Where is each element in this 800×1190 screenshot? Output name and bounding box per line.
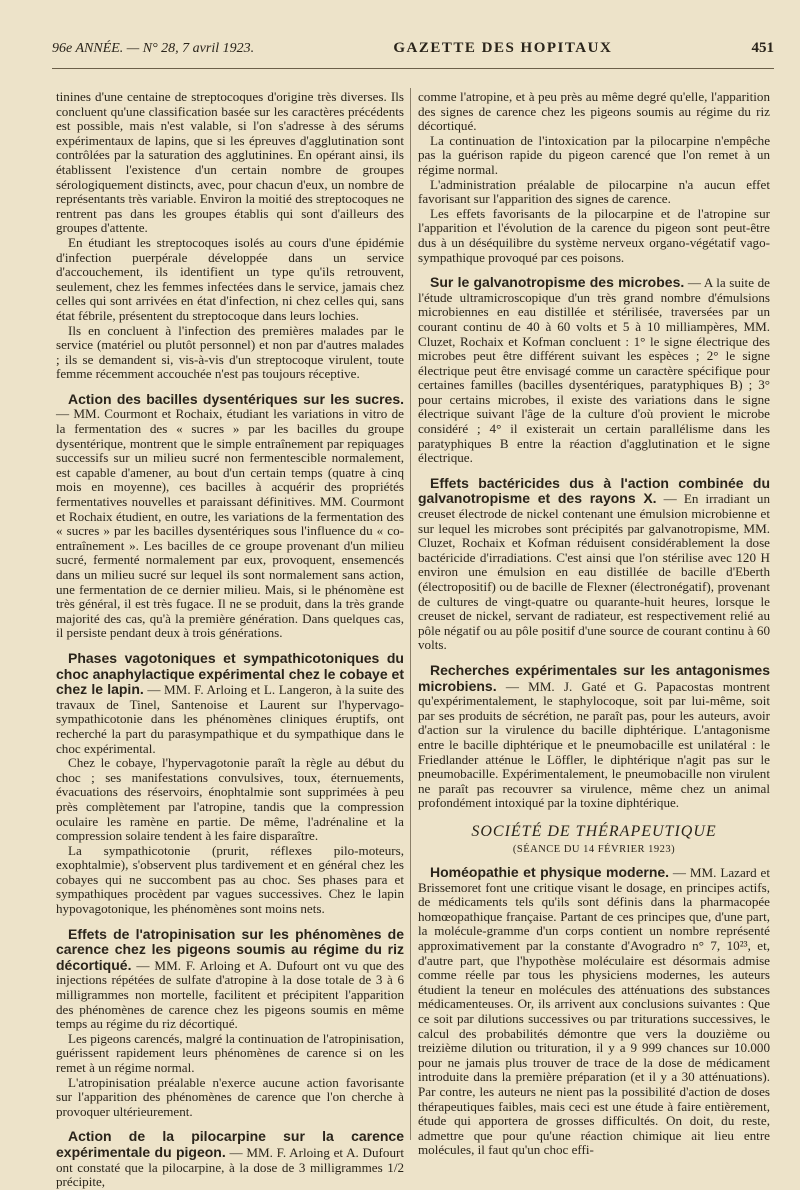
article-body: — MM. Lazard et Brissemoret font une critique visant le dosage, en principes actifs, de médicaments tels qu'ils sont définis dans la pharmacopée homœopathique française. Partant de ces principes que, d'une part, la molécule-gramme d'un corps contient un nombre représenté approximativement par la constante d'Avogradro n° 7, 10²³, et, d'autre part, que l'hypothèse moléculaire est désormais admise comme réelle par tous les physiciens modernes, les auteurs étudient la teneur en molécules des atténuations des substances médicamenteuses. Or, ils arrivent aux conclusions suivantes : Que ce soit par dilutions successives ou par triturations successives, le calcul des probabilités démontre que vers la douzième ou treizième dilution ou trituration, il y a 9 999 chances sur 10.000 pour ne jamais plus trouver de trace de la dose de médicament introduite dans la première préparation (et il y a 30 atténuations). Par contre, les auteurs ne nient pas la possibilité d'action de doses thérapeutiques faibles, mais ceci est une étude à faire entièrement, étude qui apportera de grosses difficultés. On doit, du reste, admettre que pour qu'une réaction chimique ait lieu entre molécules, il faut qu'un choc effi-: [418, 865, 770, 1158]
paragraph: comme l'atropine, et à peu près au même degré qu'elle, l'apparition des signes de carence chez les pigeons soumis au régime du riz décortiqué.: [418, 89, 770, 134]
article-body: — MM. F. Arloing et A. Dufourt ont vu que des injections répétées de sulfate d'atropine à la dose totale de 3 à 6 milligrammes non mortelle, facilitent et précipitent l'apparition des phénomènes de carence chez les pigeons soumis en même temps au régime du riz décortiqué.: [56, 957, 404, 1032]
article-homeopathy: [418, 865, 770, 1158]
paragraph: L'atropinisation préalable n'exerce aucune action favorisante sur l'apparition des phénomènes de carence que l'on cherche à provoquer ultérieurement.: [56, 1074, 404, 1119]
article-title: Effets de l'atropinisation sur les phénomènes de carence chez les pigeons soumis au régime du riz décortiqué.: [56, 925, 404, 973]
paragraph: La sympathicotonie (prurit, réflexes pilo-moteurs, exophtalmie), s'observent plus tardivement et en général chez les cobayes qui ne succombent pas au choc. Ses phases para et sympathiques procèdent par vagues successives. Chez le lapin hypovagotonique, les phénomènes sont moins nets.: [56, 842, 404, 917]
article-body: — En irradiant un creuset électrode de nickel contenant une émulsion microbienne et sur lequel les microbes sont précipités par galvanotropisme, MM. Cluzet, Rochaix et Kofman réduisent considérablement la dose bactéricide d'irradiations. C'est ainsi que l'on stérilise avec 120 H environ une émulsion en eau distillée de bacille d'Eberth (électropositif) ou de bacille de Flexner (électronégatif), provenant de cultures de vingt-quatre ou quarante-huit heures, lorsque le creuset de nickel, servant de radiateur, est respectivement relié au pôle négatif ou au pôle positif d'une source de courant continu à 60 volts.: [418, 491, 770, 653]
article-microbial-antagonisms: [418, 663, 770, 811]
article-body: — MM. J. Gaté et G. Papacostas montrent qu'expérimentalement, le staphylocoque, soit par lui-même, soit par ses produits de sécrétion, ne paraît pas, pour les auteurs, avoir d'action sur la virulence du bacille diphtérique. L'antagonisme entre le bacille diphtérique et le pneumobacille est unilatéral : le Friedlander atténue le Löffler, le diphtérique n'agit pas sur le pneumobacille. Expérimentalement, le pneumobacille non virulent ne paraît pas recouvrer sa virulence, même chez un animal profondément intoxiqué par la toxine diphtérique.: [418, 678, 770, 811]
paragraph: Les effets favorisants de la pilocarpine et de l'atropine sur l'apparition et l'évolution de la carence du pigeon sont peut-être dus à un déséquilibre du système nerveux organo-végétatif vago-sympathique provoqué par ces poisons.: [418, 205, 770, 265]
paragraph: tinines d'une centaine de streptocoques d'origine très diverses. Ils concluent qu'une classification basée sur les caractères précédents est possible, mais n'est valable, si l'on s'adresse à des sérums expérimentaux de lapins, que si les épreuves d'agglutination sont contrôlées par la saturation des agglutinines. En opérant ainsi, ils établissent l'existence d'un certain nombre de groupes sérologiquement distincts, avec, pour chacun d'eux, un nombre de représentants très variable. Environ la moitié des streptocoques ne rentrent pas dans les groupes établis qui sont d'ailleurs des groupes d'attente.: [56, 89, 404, 236]
article-title: Phases vagotoniques et sympathicotoniques du choc anaphylactique expérimental chez le cobaye et chez le lapin.: [56, 649, 404, 698]
article-title: Action de la pilocarpine sur la carence expérimentale du pigeon.: [56, 1128, 404, 1160]
society-heading: SOCIÉTÉ DE THÉRAPEUTIQUE: [471, 822, 717, 840]
page-number: 451: [751, 40, 774, 56]
article-body: — MM. F. Arloing et L. Langeron, à la suite des travaux de Tinel, Santenoise et Laurent sur l'hypervago-sympathicotonie dans les phénomènes cliniques éruptifs, ont recherché la part du parasympathique et du sympathique dans le choc expérimental.: [56, 682, 404, 756]
left-column: [56, 90, 404, 1190]
paragraph: Les pigeons carencés, malgré la continuation de l'atropinisation, guérissent rapidement leurs phénomènes de carence si on les remet à un régime normal.: [56, 1030, 404, 1075]
journal-title: GAZETTE DES HOPITAUX: [393, 40, 613, 56]
paragraph: La continuation de l'intoxication par la pilocarpine n'empêche pas la guérison rapide du pigeon carencé que l'on remet à un régime normal.: [418, 132, 770, 177]
column-divider: [410, 88, 411, 1140]
article-title: Homéopathie et physique moderne.: [430, 864, 670, 881]
paragraph: L'administration préalable de pilocarpine n'a aucun effet favorisant sur l'apparition des signes de carence.: [418, 176, 770, 207]
issue-info: 96e ANNÉE. — N° 28, 7 avril 1923.: [52, 41, 255, 56]
article-dysenteric-bacilli: [56, 392, 404, 641]
article-body: — MM. Courmont et Rochaix, étudiant les variations in vitro de la fermentation des « sucres » par les bacilles du groupe dysentérique, montrent que le simple entraînement par repiquages successifs sur un milieu sucré non fermentescible normalement, est capable d'amener, au bout d'un certain temps (quatre à cinq mois en moyenne), ces bacilles à acquérir des propriétés fermentatives nouvelles et paraissant définitives. MM. Courmont et Rochaix étudient, en outre, les variations de la fermentation des « sucres » par les bacilles dysentériques sous l'influence du « co-entraînement ». Les bacilles de ce groupe provenant d'un milieu sucré, fermenté normalement par eux, provoquent, ensemencés dans un milieu sucré sur lequel ils sont normalement sans action, une fermentation de ce dernier milieu. Mais, si le phénomène est très général, il est très fugace. Il ne se produit, dans la très grande majorité des cas, qu'à la première génération. Dans quelques cas, il persiste pendant deux à trois générations.: [56, 406, 404, 641]
article-body: — MM. F. Arloing et A. Dufourt ont constaté que la pilocarpine, à la dose de 3 milligrammes 1/2 précipite,: [56, 1144, 404, 1190]
article-atropinisation: [56, 927, 404, 1120]
right-column: [418, 90, 770, 1158]
article-title: Effets bactéricides dus à l'action combinée du galvanotropisme et des rayons X.: [418, 474, 770, 507]
paragraph: Chez le cobaye, l'hypervagotonie paraît la règle au début du choc ; ses manifestations convulsives, toux, éternuements, évacuations des réservoirs, énophtalmie sont supprimées à peu près complètement par l'atropine, tandis que la compression oculaire les ramène en partie. De même, l'adrénaline et la compression solaire tendent à les faire disparaître.: [56, 755, 404, 844]
article-galvanotropism: [418, 275, 770, 466]
paragraph: Ils en concluent à l'infection des premières malades par le service (matériel ou plutôt personnel) et non par d'autres malades ; ils se demandent si, vis-à-vis d'un streptocoque virulent, toute femme récemment accouchée n'est pas toujours réceptive.: [56, 322, 404, 382]
page-header: [52, 40, 774, 69]
article-body: — A la suite de l'étude ultramicroscopique d'un très grand nombre d'émulsions microbiennes en eau distillée et stérilisée, traversées par un courant continu de 40 à 60 volts et 5 à 10 milliampères, MM. Cluzet, Rochaix et Kofman concluent : 1° le signe électrique des microbes peut être différent suivant les espèces ; 2° le signe électrique peut être envisagé comme un caractère spécifique pour certaines familles (bacilles dysentériques, paratyphiques B) ; 3° pour certains microbes, il existe des variations dans le signe électrique suivant l'âge de la culture d'où provient le microbe considéré ; 4° il existerait un certain parallélisme dans les paratyphiques B entre la réaction d'agglutination et le signe électrique.: [418, 275, 770, 466]
article-title: Recherches expérimentales sur les antagonismes microbiens.: [418, 661, 770, 694]
paragraph: En étudiant les streptocoques isolés au cours d'une épidémie d'infection puerpérale développée dans un service d'accouchement, ils identifient un type qu'ils retrouvent, seulement, chez les femmes infectées dans le service, jamais chez celles qui sont arrivées en état d'infection, ni chez celles qui, sans état fébrile, présentent du streptocoque dans leurs lochies.: [56, 234, 404, 323]
article-bactericidal-effects: [418, 476, 770, 653]
article-vagotonic-phases: [56, 651, 404, 917]
session-date: (SÉANCE DU 14 FÉVRIER 1923): [512, 843, 676, 855]
article-title: Action des bacilles dysentériques sur les sucres.: [68, 390, 404, 407]
article-title: Sur le galvanotropisme des microbes.: [430, 274, 685, 291]
